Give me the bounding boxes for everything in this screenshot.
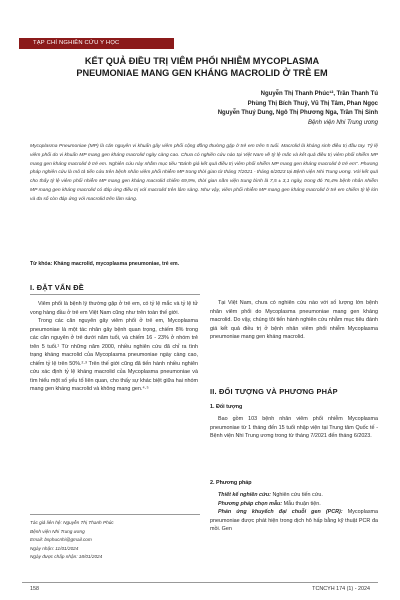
abstract: Mycoplasma Pneumoniae (MP) là căn nguyên vi khuẩn gây viêm phổi cộng đồng thường gặp ở trẻ em trên 5 tuổi. Macrolid là kháng sinh điều trị đầu tay. Tỷ lệ viêm phổi do vi khuẩn MP mang gen kháng macrolid ngày càng cao. Chưa có nghiên cứu nào tại Việt Nam về tỷ lệ mắc và kết quả điều trị viêm phổi nhiễm MP mang gen kháng macrolid ở trẻ em. Nghiên cứu này nhằm mục tiêu "Đánh giá kết quả điều trị viêm phổi nhiễm MP mang gen kháng macrolid ở trẻ em". Phương pháp nghiên cứu là mô tả tiến cứu trên bệnh nhân viêm phổi nhiễm MP trong thời gian từ tháng 7/2021 - tháng 6/2023 tại Bệnh viện Nhi Trung ương. Với kết quả cho thấy tỷ lệ viêm phổi nhiễm MP mang gen kháng macrolid chiếm 69,9%, thời gian nằm viện trung bình là 7,5 ± 3,1 ngày, trong đó 76,4% bệnh nhân nhiễm MP mang gen kháng macrolid có đáp ứng điều trị với macrolid trên lâm sàng. Như vậy, viêm phổi nhiễm MP mang gen kháng macrolid ở trẻ em chiếm tỷ lệ lớn và đa số còn đáp ứng với macrolid trên lâm sàng. (30, 144, 378, 202)
footer-rule (22, 582, 378, 583)
intro-paragraph-2: Trong các căn nguyên gây viêm phổi ở trẻ em, Mycoplasma pneumoniae là một tác nhân gây bệnh quan trọng, chiếm 8% trong các căn nguyên ở trẻ dưới năm tuổi, và chiếm 16 - 23% ở nhóm trẻ trên 5 tuổi.¹ Từ những năm 2000, nhiều nghiên cứu đã chỉ ra tình trạng kháng macrolid của Mycoplasma pneumoniae ngày càng cao, chiếm tỷ lệ trên 50%.²·³ Trên thế giới cũng đã tiến hành nhiều nghiên cứu xác định tỷ lệ kháng macrolid của Mycoplasma pneumoniae và tìm hiểu một số yếu tố liên quan, cho thấy sự khác biệt giữa hai nhóm mang gen kháng macrolid và không mang gen.⁴·⁵ (30, 318, 198, 393)
subjects-paragraph: Bao gồm 103 bệnh nhân viêm phổi nhiễm Mycoplasma pneumoniae từ 1 tháng đến 15 tuổi nhập viện tại Trung tâm Quốc tế - Bệnh viện Nhi Trung ương trong từ tháng 7/2021 đến tháng 6/2023. (210, 416, 378, 440)
authors-line-1: Nguyễn Thị Thanh Phúc¹², Trần Thanh Tú (260, 91, 378, 97)
right-column-intro (210, 299, 378, 342)
page-number: 158 (30, 586, 39, 592)
intro-body (30, 300, 198, 394)
sampling-text: Mẫu thuận tiện. (282, 500, 321, 507)
author-block (78, 90, 378, 128)
subjects-body (210, 415, 378, 441)
correspondence-info (30, 519, 205, 562)
institution: Bệnh viện Nhi Trung ương (30, 528, 85, 534)
authors-line-2: Phùng Thị Bích Thuỷ, Vũ Thị Tâm, Phan Ngọc (247, 100, 378, 107)
corresponding-author: Tác giả liên hệ: Nguyễn Thị Thanh Phúc (30, 520, 114, 525)
design-line (210, 491, 378, 500)
journal-name-banner: TẠP CHÍ NGHIÊN CỨU Y HỌC (19, 38, 174, 49)
pcr-line (210, 508, 378, 534)
design-text: Nghiên cứu tiến cứu. (270, 492, 323, 498)
methods-body (210, 491, 378, 534)
pcr-text: Mycoplasma pneumoniae được phát hiện trong dịch hô hấp bằng kỹ thuật PCR đa mồi. Gen (210, 509, 379, 533)
date-accepted: Ngày được chấp nhận: 18/01/2024 (30, 554, 103, 559)
intro-paragraph-1: Viêm phổi là bệnh lý thường gặp ở trẻ em, có tỷ lệ mắc và tỷ lệ tử vong hàng đầu ở trẻ em Việt Nam cũng như trên toàn thế giới. (30, 301, 198, 316)
keywords: Từ khóa: Kháng macrolid, mycoplasma pneumoniae, trẻ em. (30, 261, 180, 267)
intro-heading-rule (30, 294, 200, 295)
authors-line-3: Nguyễn Thuý Dung, Ngô Thị Phương Nga, Trần Thị Sinh (217, 110, 378, 117)
intro-heading: I. ĐẶT VẤN ĐỀ (30, 283, 84, 292)
sampling-label: Phương pháp chọn mẫu: (218, 500, 283, 507)
meta-divider (30, 514, 200, 515)
email: Email: bsphucnhi@gmail.com (30, 537, 92, 542)
methods-subheading: 2. Phương pháp (210, 480, 252, 486)
article-title (22, 55, 382, 79)
title-line-2: PNEUMONIAE MANG GEN KHÁNG MACROLID Ở TRẺ EM (76, 68, 328, 78)
pcr-label: Phản ứng khuyếch đại chuỗi gen (PCR): (218, 509, 343, 516)
date-received: Ngày nhận: 11/01/2024 (30, 545, 79, 551)
methods-heading: II. ĐỐI TƯỢNG VÀ PHƯƠNG PHÁP (210, 387, 338, 396)
design-label: Thiết kế nghiên cứu: (218, 492, 271, 498)
subjects-heading: 1. Đối tượng (210, 404, 243, 410)
sampling-line (210, 500, 378, 509)
author-affiliation: Bệnh viện Nhi Trung ương (307, 119, 378, 126)
journal-issue: TCNCYH 174 (1) - 2024 (312, 586, 370, 592)
title-line-1: KẾT QUẢ ĐIỀU TRỊ VIÊM PHỔI NHIỄM MYCOPLASMA (84, 56, 320, 66)
intro-paragraph-3: Tại Việt Nam, chưa có nghiên cứu nào với số lượng lớn bệnh nhân viêm phổi do Mycoplasma pneumoniae mang gen kháng macrolid. Do vậy, chúng tôi tiến hành nghiên cứu nhằm mục tiêu đánh giá kết quả điều trị ở bệnh nhân viêm phổi nhiễm Mycoplasma pneumoniae mang gen kháng macrolid. (210, 300, 378, 341)
